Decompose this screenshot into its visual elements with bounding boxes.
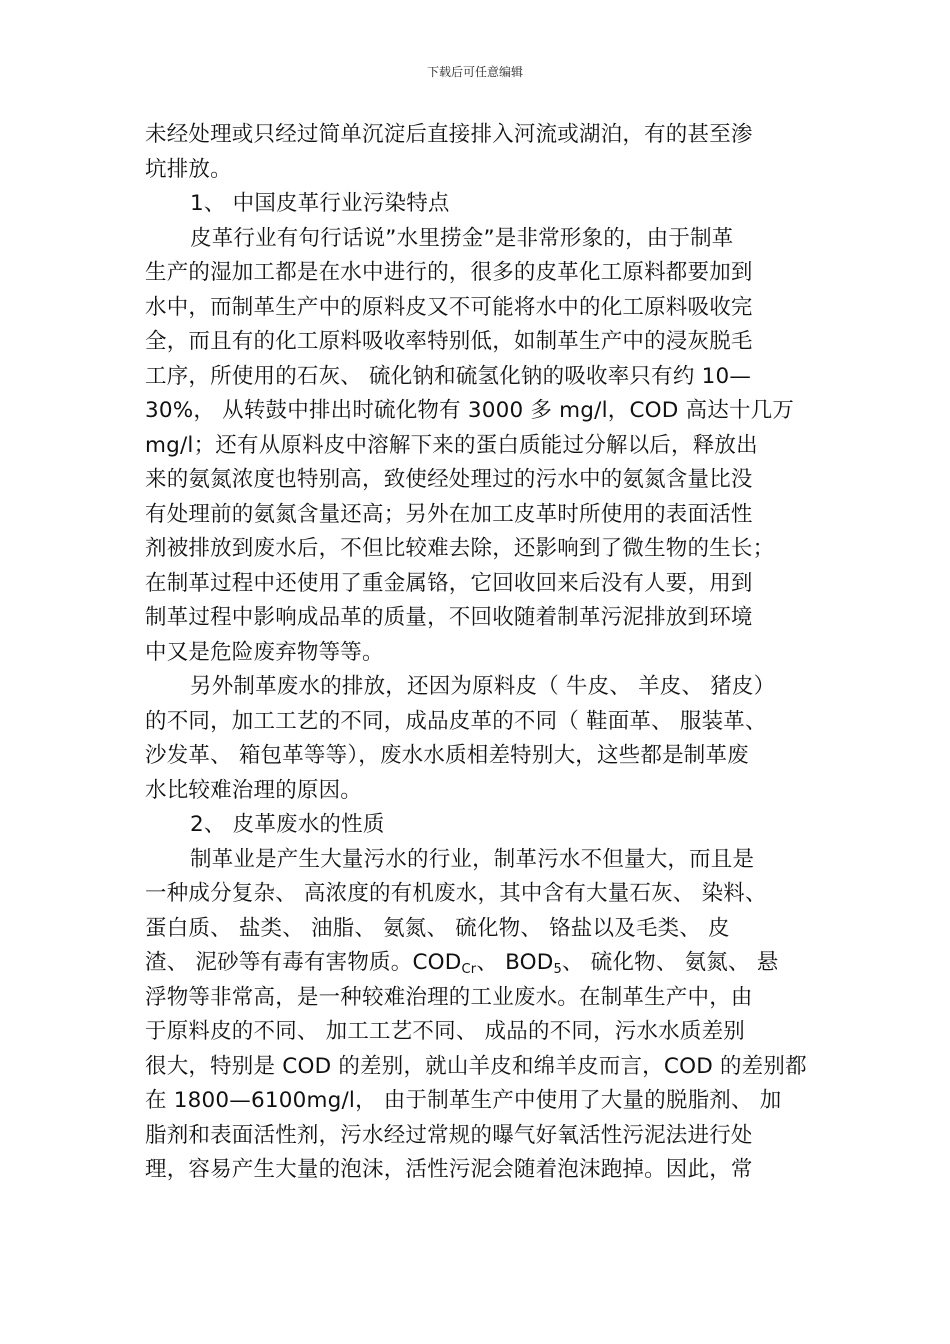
text-line: 蛋白质、 盐类、 油脂、 氨氮、 硫化物、 铬盐以及毛类、 皮 [145, 915, 730, 941]
formula-text-line [145, 946, 825, 981]
text-line: 剂被排放到废水后，不但比较难去除，还影响到了微生物的生长； [145, 536, 775, 561]
text-line: 浮物等非常高，是一种较难治理的工业废水。在制革生产中，由 [145, 984, 753, 1010]
text-line: 水比较难治理的原因。 [145, 777, 363, 803]
page-header-note: 下载后可任意编辑 [426, 65, 523, 79]
text-line: 在制革过程中还使用了重金属铬，它回收回来后没有人要，用到 [145, 570, 753, 596]
text-line: 的不同，加工工艺的不同，成品皮革的不同（ 鞋面革、 服装革、 [145, 708, 767, 734]
section-heading-2: 2、 皮革废水的性质 [190, 812, 385, 837]
text-line: 很大，特别是 COD 的差别，就山羊皮和绵羊皮而言，COD 的差别都 [145, 1053, 807, 1079]
section-heading-1: 1、 中国皮革行业污染特点 [190, 191, 450, 216]
text-segment: 、 硫化物、 氨氮、 悬 [562, 950, 779, 975]
text-line: 沙发革、 箱包革等等），废水水质相差特别大，这些都是制革废 [145, 743, 749, 768]
text-line: 制革过程中影响成品革的质量，不回收随着制革污泥排放到环境 [145, 605, 753, 630]
text-line: 制革业是产生大量污水的行业，制革污水不但量大，而且是 [190, 846, 755, 872]
text-line: 工序，所使用的石灰、 硫化钠和硫氢化钠的吸收率只有约 10— [145, 363, 752, 389]
text-line: 皮革行业有句行话说”水里捞金”是非常形象的，由于制革 [190, 225, 734, 251]
text-line: 一种成分复杂、 高浓度的有机废水，其中含有大量石灰、 染料、 [145, 881, 767, 906]
text-segment: 渣、 泥砂等有毒有害物质。 [145, 950, 413, 975]
bod-label: BOD [505, 950, 554, 975]
separator: 、 [476, 950, 506, 975]
text-line: 水中，而制革生产中的原料皮又不可能将水中的化工原料吸收完 [145, 294, 753, 320]
text-line: 有处理前的氨氮含量还高；另外在加工皮革时所使用的表面活性 [145, 501, 753, 527]
text-line: 于原料皮的不同、 加工工艺不同、 成品的不同，污水水质差别 [145, 1019, 745, 1044]
text-line: mg/l；还有从原料皮中溶解下来的蛋白质能过分解以后，释放出 [145, 432, 758, 458]
text-line: 生产的湿加工都是在水中进行的，很多的皮革化工原料都要加到 [145, 260, 753, 285]
cod-subscript: Cr [461, 962, 477, 977]
bod-subscript: 5 [553, 962, 563, 977]
text-line: 全，而且有的化工原料吸收率特别低，如制革生产中的浸灰脱毛 [145, 329, 753, 354]
text-line: 未经处理或只经过简单沉淀后直接排入河流或湖泊，有的甚至渗 [145, 122, 753, 147]
text-line: 坑排放。 [145, 156, 232, 182]
text-line: 另外制革废水的排放，还因为原料皮（ 牛皮、 羊皮、 猪皮） [190, 674, 776, 699]
text-line: 30%， 从转鼓中排出时硫化物有 3000 多 mg/l，COD 高达十几万 [145, 398, 795, 423]
text-line: 脂剂和表面活性剂，污水经过常规的曝气好氧活性污泥法进行处 [145, 1122, 753, 1148]
cod-label: COD [412, 950, 462, 975]
text-line: 在 1800—6100mg/l， 由于制革生产中使用了大量的脱脂剂、 加 [145, 1088, 782, 1113]
text-line: 中又是危险废弃物等等。 [145, 639, 384, 665]
text-line: 来的氨氮浓度也特别高，致使经处理过的污水中的氨氮含量比没 [145, 467, 753, 492]
document-body [145, 118, 825, 1188]
text-line: 理，容易产生大量的泡沫，活性污泥会随着泡沫跑掉。因此，常 [145, 1157, 753, 1182]
